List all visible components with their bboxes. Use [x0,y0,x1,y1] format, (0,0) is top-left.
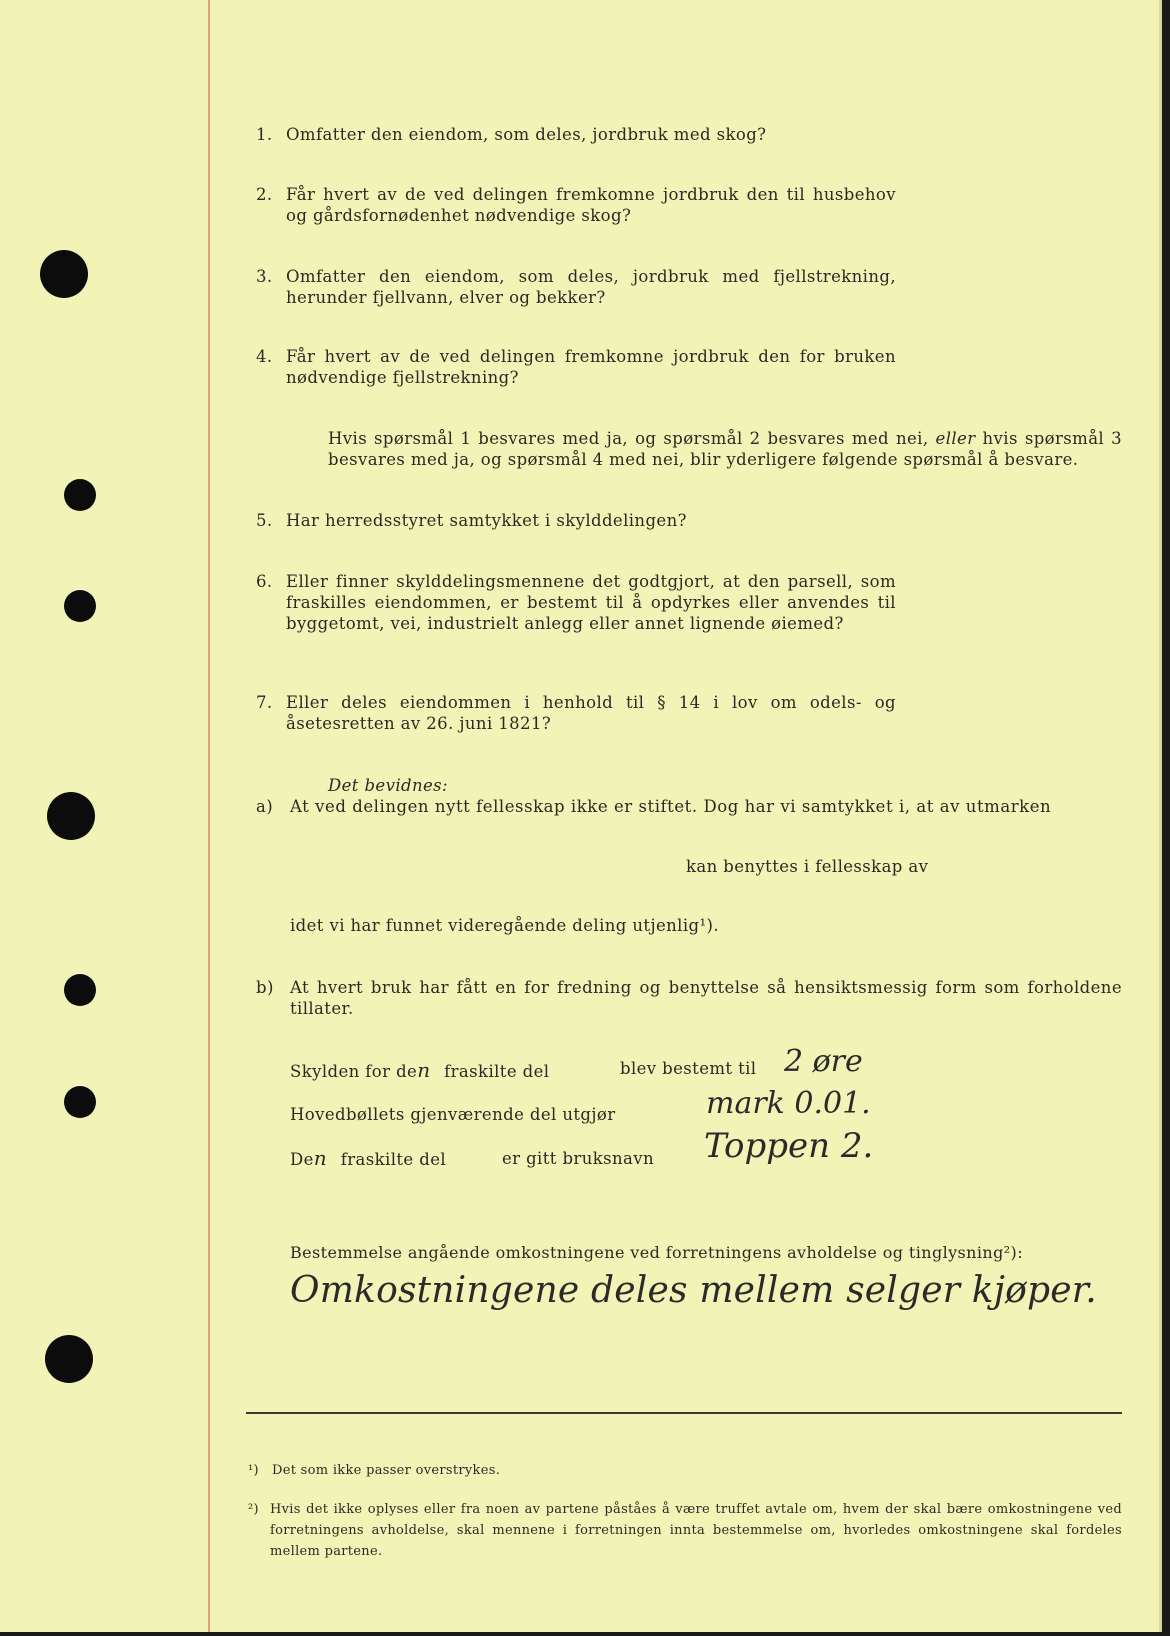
question-number: 5. [256,511,273,530]
question-text: Omfatter den eiendom, som deles, jordbruk med fjellstrekning, herunder fjellvann, elver og bekker? [286,267,896,307]
punch-hole-3 [64,590,96,622]
question-5 [256,510,896,531]
item-b-text: At hvert bruk har fått en for fredning og benyttelse så hensiktsmessig form som forholdene tillater. [290,978,1122,1018]
question-number: 7. [256,693,273,712]
instruction-paragraph: Hvis spørsmål 1 besvares med ja, og spørsmål 2 besvares med nei, eller hvis spørsmål 3 besvares med ja, og spørsmål 4 med nei, blir yderligere følgende spørsmål å besvare. [328,429,1123,469]
punch-hole-4 [47,792,95,840]
question-2 [256,184,896,226]
punch-hole-1 [40,250,88,298]
hovedbol-value-handwritten: mark 0.01. [706,1086,871,1121]
page-edge [1159,0,1162,1632]
instruction-emphasis: eller [935,429,976,448]
punch-hole-2 [64,479,96,511]
question-3 [256,266,896,308]
footnote-2-mark: ²) [248,1502,259,1517]
skyld-label-3: Den fraskilte del [290,1146,447,1170]
question-number: 3. [256,267,273,286]
skyld-label-1b: blev bestemt til [620,1059,757,1078]
item-a-end: idet vi har funnet videregående deling utjenlig¹). [290,916,719,935]
question-text: Får hvert av de ved delingen fremkomne jordbruk den for bruken nødvendige fjellstrekning? [286,347,896,387]
omkost-label: Bestemmelse angående omkostningene ved forretningens avholdelse og tinglysning²): [290,1243,1023,1262]
bevidnes-heading: Det bevidnes: [328,776,448,795]
omkost-value-handwritten: Omkostningene deles mellem selger kjøper. [290,1270,1097,1311]
bruksnavn-value-handwritten: Toppen 2. [704,1126,874,1166]
skyld-label-3b: er gitt bruksnavn [502,1149,654,1168]
item-a-middle: kan benyttes i fellesskap av [686,857,929,876]
question-text: Eller finner skylddelingsmennene det godtgjort, at den parsell, som fraskilles eiendommen, er bestemt til å opdyrkes eller anvendes til byggetomt, vei, industrielt anlegg eller annet lignende øiemed? [286,572,896,633]
question-number: 2. [256,185,273,204]
question-text: Omfatter den eiendom, som deles, jordbruk med skog? [286,125,767,144]
question-1 [256,124,896,145]
skyld-label-1: Skylden for den fraskilte del [290,1058,550,1082]
question-number: 4. [256,347,273,366]
footnote-2: Hvis det ikke oplyses eller fra noen av partene påståes å være truffet avtale om, hvem der skal bære omkostningene ved forretningens avholdelse, skal mennene i forretningen innta bestemmelse om, hvorledes omkostningene skal fordeles mellem partene. [270,1502,1122,1559]
question-7 [256,692,896,734]
question-4 [256,346,896,388]
footnote-1-mark: ¹) [248,1463,259,1478]
question-text: Eller deles eiendommen i henhold til § 14 i lov om odels- og åsetesretten av 26. juni 1821? [286,693,896,733]
question-text: Får hvert av de ved delingen fremkomne jordbruk den til husbehov og gårdsfornødenhet nødvendige skog? [286,185,896,225]
item-a-text: At ved delingen nytt fellesskap ikke er stiftet. Dog har vi samtykket i, at av utmarken [290,797,1052,816]
punch-hole-7 [45,1335,93,1383]
skyld-label-2: Hovedbøllets gjenværende del utgjør [290,1105,616,1124]
item-a-label: a) [256,797,274,816]
footnote-divider [246,1412,1122,1414]
skyld-value-handwritten: 2 øre [784,1044,863,1079]
punch-hole-6 [64,1086,96,1118]
punch-hole-5 [64,974,96,1006]
question-number: 6. [256,572,273,591]
question-6 [256,571,896,634]
margin-line [208,0,210,1632]
question-text: Har herredsstyret samtykket i skylddelingen? [286,511,687,530]
footnote-1: Det som ikke passer overstrykes. [272,1463,501,1478]
question-number: 1. [256,125,273,144]
item-b-label: b) [256,978,274,997]
